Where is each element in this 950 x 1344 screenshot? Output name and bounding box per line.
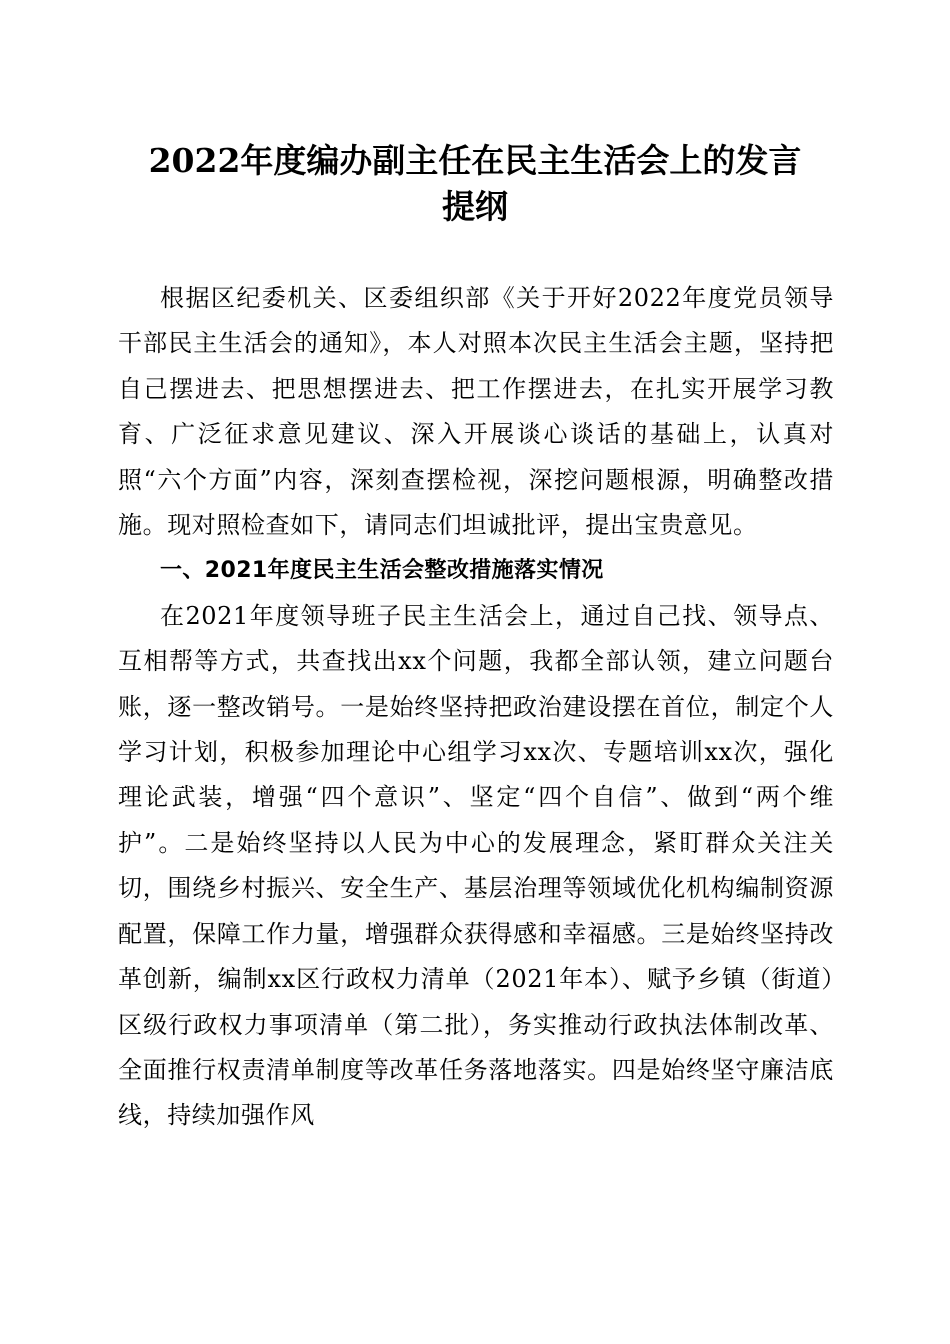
section-1-paragraph: 在2021年度领导班子民主生活会上，通过自己找、领导点、互相帮等方式，共查找出xx个问题，我都全部认领，建立问题台账，逐一整改销号。一是始终坚持把政治建设摆在首位，制定个人学习计划，积极参加理论中心组学习xx次、专题培训xx次，强化理论武装，增强“四个意识”、坚定“四个自信”、做到“两个维护”。二是始终坚持以人民为中心的发展理念，紧盯群众关注关切，围绕乡村振兴、安全生产、基层治理等领域优化机构编制资源配置，保障工作力量，增强群众获得感和幸福感。三是始终坚持改革创新，编制xx区行政权力清单（2021年本）、赋予乡镇（街道）区级行政权力事项清单（第二批），务实推动行政执法体制改革、全面推行权责清单制度等改革任务落地落实。四是始终坚守廉洁底线，持续加强作风: [118, 601, 834, 1130]
document-title-line-1: 2022年度编办副主任在民主生活会上的发言: [148, 141, 802, 180]
document-body: [118, 276, 834, 1139]
intro-paragraph: 根据区纪委机关、区委组织部《关于开好2022年度党员领导干部民主生活会的通知》，本人对照本次民主生活会主题，坚持把自己摆进去、把思想摆进去、把工作摆进去，在扎实开展学习教育、广泛征求意见建议、深入开展谈心谈话的基础上，认真对照“六个方面”内容，深刻查摆检视，深挖问题根源，明确整改措施。现对照检查如下，请同志们坦诚批评，提出宝贵意见。: [118, 284, 834, 540]
section-1-heading: 一、2021年度民主生活会整改措施落实情况: [160, 558, 604, 584]
document-title-line-2: 提纲: [442, 187, 508, 226]
